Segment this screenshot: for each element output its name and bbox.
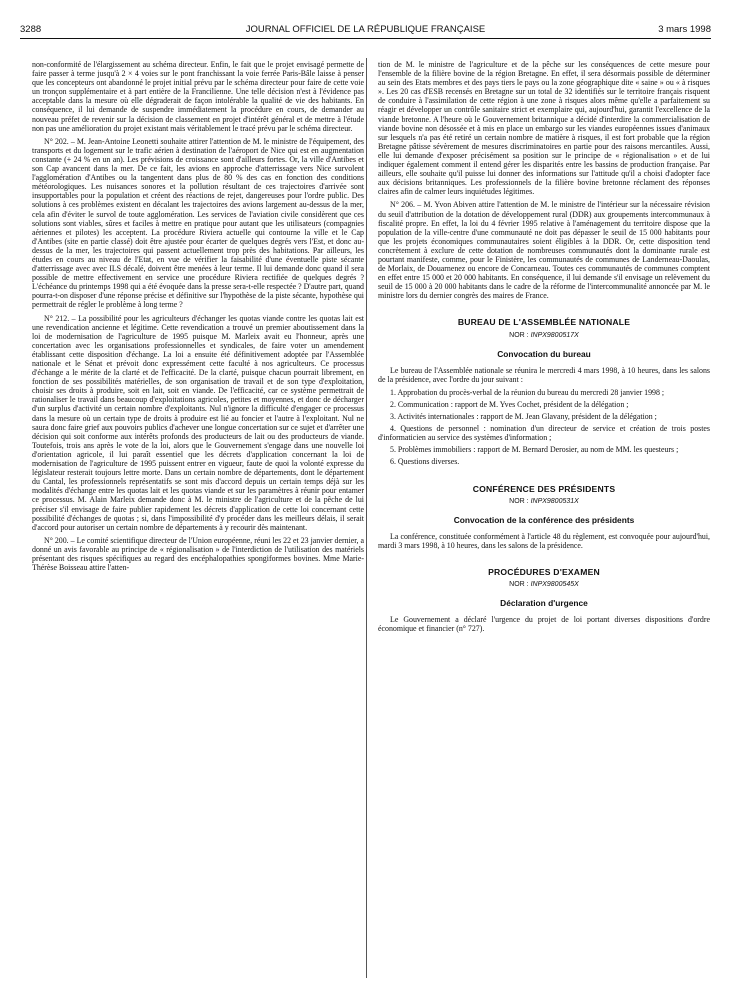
- subheading-procedures: Déclaration d'urgence: [500, 598, 588, 609]
- question-200: N° 200. – Le comité scientifique directeur de l'Union européenne, réuni les 22 et 23 janvier dernier, a donné un avis favorable au principe de « régionalisation » de l'interdiction de l'utilisation des matériels présentant des risques spécifiques au regard des encéphalopathies spongiformes bovines. Mme Marie-Thérèse Boisseau attire l'atten-: [32, 535, 364, 573]
- agenda-item: 5. Problèmes immobiliers : rapport de M. Bernard Derosier, au nom de MM. les questeurs ;: [390, 445, 679, 455]
- bureau-intro: Le bureau de l'Assemblée nationale se réunira le mercredi 4 mars 1998, à 10 heures, dans les salons de la présidence, avec l'ordre du jour suivant :: [378, 365, 710, 384]
- column-separator: [366, 58, 367, 978]
- nor-label: NOR :: [509, 331, 529, 339]
- nor-label: NOR :: [509, 497, 529, 505]
- nor-conference: [378, 497, 710, 506]
- paragraph-continuation: non-conformité de l'élargissement au schéma directeur. Enfin, le fait que le projet envisagé permette de faire passer à terme jusqu'à 2 × 4 voies sur le pont franchissant la voie ferrée Paris-Bâle laisse à penser que les concepteurs ont abandonné le projet initial prévu par le schéma directeur pour faire de cette voie un tronçon supplémentaire et à part entière de la Francilienne. Une telle décision n'est à l'évidence pas acceptable dans la mesure où elle dégraderait de façon intolérable la qualité de vie des habitants. En conséquence, il lui demande de suspendre immédiatement la procédure en cours, de demander au nouveau préfet de revenir sur la décision de classement en projet d'intérêt général et de mettre à l'étude non pas une amélioration du projet existant mais véritablement le tracé prévu par le schéma directeur.: [32, 60, 364, 133]
- nor-bureau: [378, 331, 710, 340]
- nor-code: INPX9800545X: [530, 581, 579, 589]
- question-212: N° 212. – La possibilité pour les agriculteurs d'échanger les quotas viande contre les quotas lait est une revendication ancienne et légitime. Cette revendication a trouvé un premier aboutissement dans la loi de modernisation de l'agriculture de 1995 puisque M. Marleix avait eu l'honneur, après une concertation avec les organisations professionnelles et syndicales, de faire voter un amendement établissant cette disposition d'échange. La loi a ensuite été définitivement adoptée par l'Assemblée nationale et le Sénat et prévoit donc expressément cette faculté à nos agriculteurs. Ce processus d'échange a le mérite de la clarté et de l'efficacité. De la clarté, puisque chacun pourrait librement, en fonction de ses possibilités matérielles, de son organisation de travail et de son type d'exploitation, choisir ses droits à produire, soit en lait, soit en viande. De l'efficacité, car ce système permettrait de rationaliser le travail dans beaucoup d'exploitations agricoles, petites et moyennes, et donc de décharger d'un surplus d'activité un certain nombre d'exploitants. Nul n'ignore la difficulté d'engager ce processus dans la mesure où un certain type de droits à produire est lié au foncier et l'autre à l'exploitant. Nul ne saura donc faire grief aux pouvoirs publics d'achever une longue concertation sur ce sujet et d'arrêter une décision qui soit conforme aux intérêts profonds des producteurs de lait ou des producteurs de viande. Toutefois, trois ans après le vote de la loi, alors que le Gouvernement s'engage dans une nouvelle loi d'orientation agricole, il lui paraît essentiel que les décrets d'application concernant la loi de modernisation de l'agriculture de 1995 puissent entrer en vigueur, faute de quoi la volonté expresse du législateur resterait toujours lettre morte. Dans un certain nombre de départements, dont le département du Cantal, les professionnels représentatifs se sont mis d'accord depuis un certain temps déjà sur les modalités d'échange entre les quotas lait et les quotas viande et sur les paramètres à réunir pour entamer ce processus. M. Alain Marleix demande donc à M. le ministre de l'agriculture et de la pêche de lui préciser s'il envisage de faire publier rapidement les décrets d'application de cette loi concernant cette possibilité d'échanges de quotas ; si, dans l'impossibilité d'y procéder dans les meilleurs délais, il serait d'accord pour autoriser un certain nombre de départements à y recourir dès maintenant.: [32, 313, 364, 532]
- journal-title: JOURNAL OFFICIEL DE LA RÉPUBLIQUE FRANÇAISE: [245, 24, 486, 35]
- agenda-item: 2. Communication : rapport de M. Yves Cochet, président de la délégation ;: [390, 400, 629, 409]
- section-heading-conference: CONFÉRENCE DES PRÉSIDENTS: [472, 483, 616, 494]
- agenda-item: 3. Activités internationales : rapport de M. Jean Glavany, président de la délégation ;: [390, 412, 657, 422]
- left-column: [32, 60, 364, 576]
- section-heading-bureau: BUREAU DE L'ASSEMBLÉE NATIONALE: [457, 317, 631, 328]
- issue-date: 3 mars 1998: [658, 24, 711, 35]
- nor-code: INPX9800517X: [530, 331, 579, 339]
- right-column: [378, 60, 710, 638]
- agenda-list: [378, 388, 710, 467]
- procedures-text: Le Gouvernement a déclaré l'urgence du projet de loi portant diverses dispositions d'ordre économique et financier (n° 727).: [378, 615, 710, 634]
- agenda-item: 4. Questions de personnel : nomination d'un directeur de service et création de trois postes d'informaticien au service des systèmes d'information ;: [378, 424, 710, 443]
- conference-text: La conférence, constituée conformément à l'article 48 du règlement, est convoquée pour aujourd'hui, mardi 3 mars 1998, à 10 heures, dans les salons de la présidence.: [378, 531, 710, 550]
- question-200-continued: tion de M. le ministre de l'agriculture et de la pêche sur les conséquences de cette mesure pour l'ensemble de la filière bovine de la région Bretagne. En effet, il sera désormais possible de déterminer au sein des Etats membres et des pays tiers le pays ou la zone géographique dite « saine » ou « à risques ». Les 20 cas d'ESB recensés en Bretagne sur un total de 32 identifiés sur le territoire français risquent de conduire à l'assimilation de cette région à une zone à risques alors même qu'elle a parfaitement su réagir et développer un contrôle sanitaire strict et exemplaire qui, aujourd'hui, garantit l'excellence de la viande bretonne. A l'heure où le Gouvernement britannique a décidé d'interdire la commercialisation de viande bovine non désossée et à mis en place un embargo sur les viandes européennes issues d'animaux sur lesquels n'a pas été retiré un certain nombre de matière à risques, il est fort probable que la région Bretagne pâtisse sévèrement de mesures discriminatoires en partie pour des raisons mercantiles. Aussi, elle lui demande d'exposer précisément sa position sur le principe de « régionalisation » et de lui indiquer également comment il entend gérer les disparités entre les bassins de production française. Par ailleurs, elle souhaite qu'il puisse lui donner des informations sur l'attitude qu'il a choisi d'adopter face aux décisions britanniques. Les professionnels de la filière bovine bretonne réclament des réponses claires afin de calmer leurs inquiétudes légitimes.: [378, 60, 710, 197]
- nor-code: INPX9800531X: [530, 497, 579, 505]
- header-rule: [20, 38, 711, 39]
- question-206: N° 206. – M. Yvon Abiven attire l'attention de M. le ministre de l'intérieur sur la nécessaire révision du seuil d'attribution de la dotation de développement rural (DDR) aux groupements intercommunaux à fiscalité propre. En effet, la loi du 4 février 1995 relative à l'aménagement du territoire dispose que la population de la ville-centre d'une communauté ne doit pas dépasser le seuil de 15 000 habitants pour que les projets économiques communautaires soient éligibles à la DDR. Or, cette disposition tend concrètement à exclure de cette dotation de nombreuses communautés dont la dominante rurale est pourtant manifeste, comme, pour le Finistère, les communautés de communes de Landerneau-Daoulas, de Morlaix, de Douarnenez ou encore de Concarneau. Toutes ces communautés de communes comptent en effet entre 15 000 et 20 000 habitants. En conséquence, il lui demande s'il envisage un relèvement du seuil de 15 000 à 20 000 habitants dans le cadre de la réforme de l'intercommunalité annoncée par M. le ministre lors du dernier congrès des maires de France.: [378, 200, 710, 301]
- page-number: 3288: [20, 24, 42, 35]
- subheading-conference: Convocation de la conférence des présidents: [453, 514, 635, 525]
- question-202: N° 202. – M. Jean-Antoine Leonetti souhaite attirer l'attention de M. le ministre de l'équipement, des transports et du logement sur le trafic aérien à destination de l'aéroport de Nice qui est en augmentation constante (+ 24 % en un an). Les prévisions de croissance sont d'ailleurs fortes. Or, la ville d'Antibes et son Cap avancent dans la mer. De ce fait, les avions en approche d'atterrissage vers Nice survolent l'agglomération d'Antibes ou la tangentent dans plus de 80 % des cas en fonction des conditions météorologiques. Les nuisances sonores et la pollution résultant de ces trajectoires d'arrivée sont insupportables pour la population et créent des réactions de rejet, dangereuses pour l'ordre public. Des solutions à ces problèmes existent en décalant les trajectoires des avions largement au-dessus de la mer, cela afin d'éviter le survol de toute agglomération. Les services de l'aviation civile considèrent que ces solutions sont viables, sûres et faciles à mettre en pratique pour autant que les utilisateurs (compagnies aériennes et pilotes) les acceptent. La procédure Riviera actuelle qui contourne la ville et le Cap d'Antibes (site en partie classé) doit être ajustée pour écarter de quelques degrés vers l'Est, et donc au-dessus de la mer, les trajectoires qui passent actuellement trop près des habitations. Par ailleurs, les études en cours au niveau de l'Etat, en vue de vérifier la faisabilité d'une éventuelle piste sécante d'atterrissage avec avec ILS décalé, doivent être menées à leur terme. Il lui demande donc quand il sera possible de mettre effectivement en service une procédure Riviera rectifiée de quelques degrés ? L'échéance du printemps 1998 qui a été évoquée dans la presse sera-t-elle respectée ? D'autre part, quand pourra-t-on disposer d'une réponse précise et définitive sur l'hypothèse de la piste sécante, hypothèse qui permettrait de régler le problème à long terme ?: [32, 136, 364, 310]
- nor-procedures: [378, 580, 710, 589]
- nor-label: NOR :: [509, 581, 529, 589]
- running-header: [20, 24, 711, 38]
- agenda-item: 6. Questions diverses.: [390, 457, 460, 467]
- agenda-item: 1. Approbation du procès-verbal de la réunion du bureau du mercredi 28 janvier 1998 ;: [390, 387, 665, 397]
- section-heading-procedures: PROCÉDURES D'EXAMEN: [488, 567, 600, 578]
- subheading-bureau: Convocation du bureau: [497, 348, 591, 359]
